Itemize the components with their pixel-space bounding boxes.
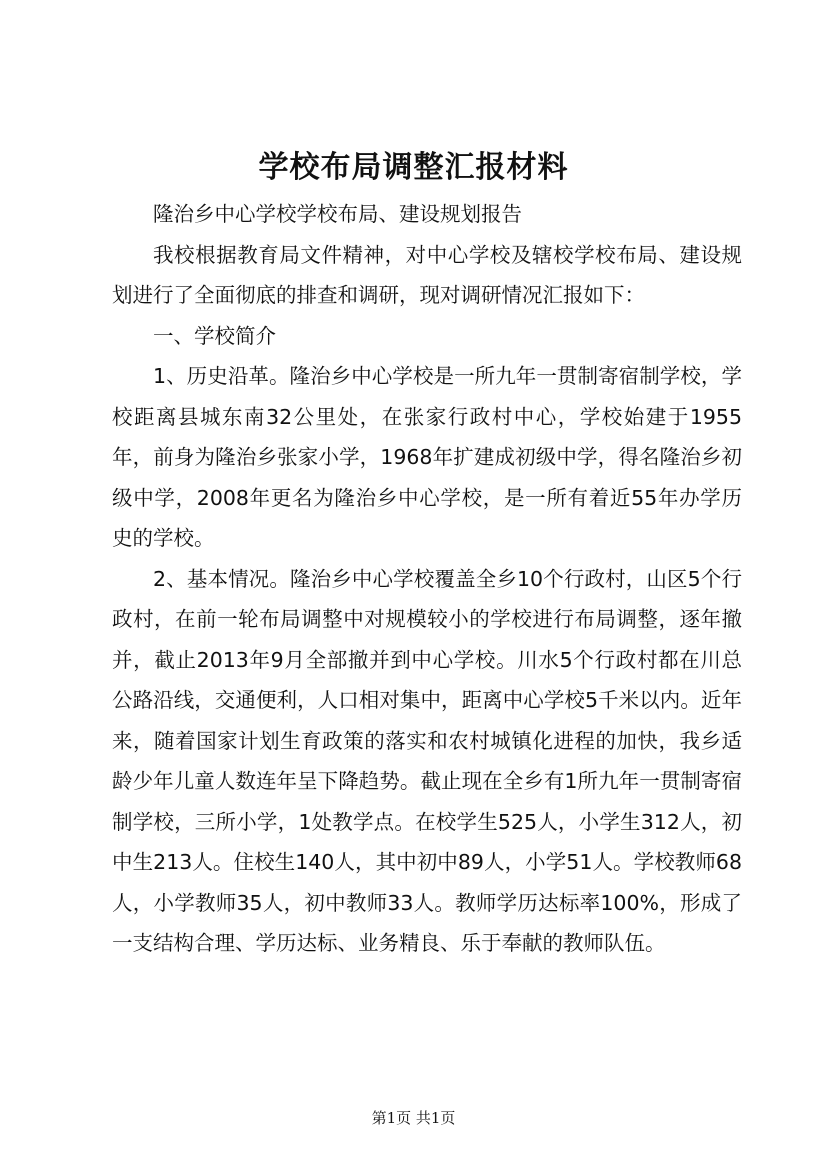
document-body <box>112 194 742 964</box>
page-number: 第1页 共1页 <box>371 1109 456 1127</box>
history-paragraph: 1、历史沿革。隆治乡中心学校是一所九年一贯制寄宿制学校，学校距离县城东南32公里处，在张家行政村中心，学校始建于1955年，前身为隆治乡张家小学，1968年扩建成初级中学，得名隆治乡初级中学，2008年更名为隆治乡中心学校，是一所有着近55年办学历史的学校。 <box>112 364 742 550</box>
basic-info-paragraph: 2、基本情况。隆治乡中心学校覆盖全乡10个行政村，山区5个行政村，在前一轮布局调整中对规模较小的学校进行布局调整，逐年撤并，截止2013年9月全部撤并到中心学校。川水5个行政村都在川总公路沿线，交通便利，人口相对集中，距离中心学校5千米以内。近年来，随着国家计划生育政策的落实和农村城镇化进程的加快，我乡适龄少年儿童人数连年呈下降趋势。截止现在全乡有1所九年一贯制寄宿制学校，三所小学，1处教学点。在校学生525人，小学生312人，初中生213人。住校生140人，其中初中89人，小学51人。学校教师68人，小学教师35人，初中教师33人。教师学历达标率100%，形成了一支结构合理、学历达标、业务精良、乐于奉献的教师队伍。 <box>112 566 742 955</box>
document-title: 学校布局调整汇报材料 <box>258 150 569 185</box>
section-heading: 一、学校简介 <box>153 323 276 348</box>
intro-paragraph: 我校根据教育局文件精神，对中心学校及辖校学校布局、建设规划进行了全面彻底的排查和调研，现对调研情况汇报如下： <box>112 242 742 307</box>
page-footer <box>0 1107 827 1129</box>
report-subtitle-paragraph: 隆治乡中心学校学校布局、建设规划报告 <box>153 202 522 226</box>
